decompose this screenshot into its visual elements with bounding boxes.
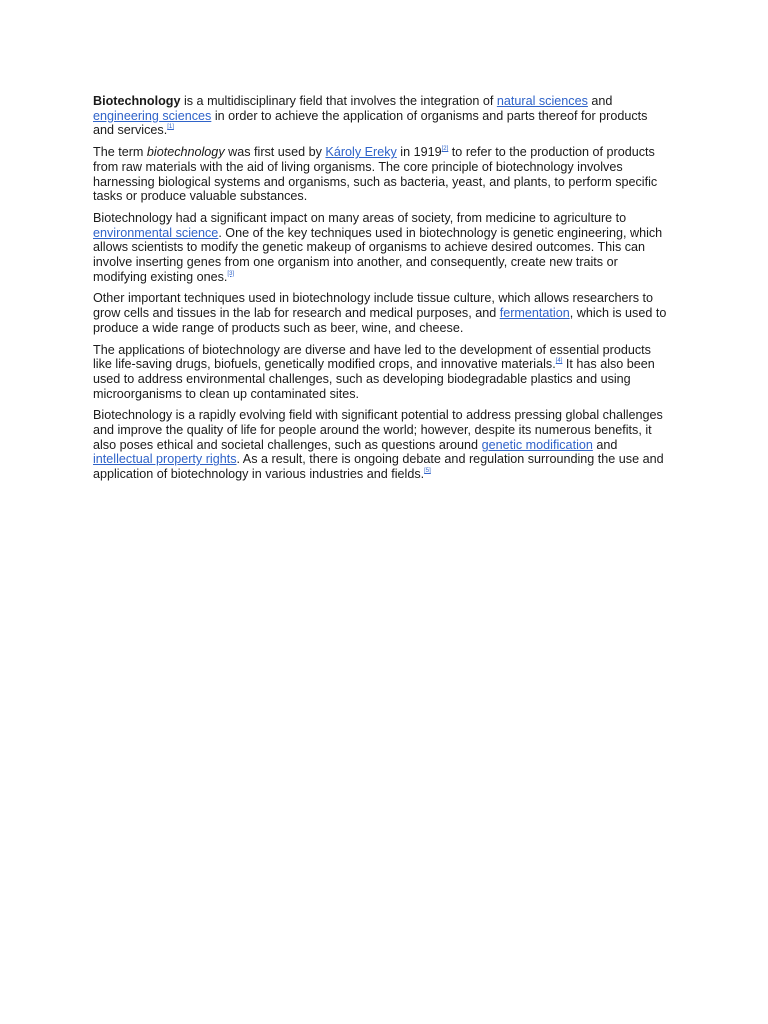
paragraph-intro — [93, 94, 668, 138]
link-intellectual-property-rights[interactable]: intellectual property rights — [93, 452, 237, 467]
paragraph-text: was first used by — [224, 145, 326, 160]
citation-5-link[interactable]: [5] — [424, 468, 431, 475]
citation-4-link[interactable]: [4] — [555, 358, 563, 365]
paragraph-text: and — [587, 94, 613, 108]
paragraph-text: The term — [93, 145, 147, 160]
paragraph-evolving — [93, 408, 668, 482]
link-environmental-science[interactable]: environmental science — [93, 225, 219, 240]
paragraph-text: Biotechnology is a rapidly evolving field with significant potential to address pressing global challenges and improve the quality of life for people around the world; however, despite its numerous benefits, it also poses ethical and societal challenges, such as questions around — [93, 408, 663, 452]
paragraph-text: The applications of biotechnology are diverse and have led to the development of essential products like life-saving drugs, biofuels, genetically modified crops, and innovative materials. — [93, 342, 651, 372]
paragraph-applications — [93, 343, 668, 402]
link-genetic-modification[interactable]: genetic modification — [481, 437, 593, 452]
paragraph-text: . As a result, there is ongoing debate and regulation surrounding the use and application of biotechnology in various industries and fields. — [93, 452, 664, 482]
term-biotechnology: Biotechnology — [93, 94, 181, 108]
citation-1 — [167, 124, 174, 130]
paragraph-text: Biotechnology had a significant impact on many areas of society, from medicine to agriculture to — [93, 210, 627, 225]
paragraph-text: , which is used to produce a wide range of products such as beer, wine, and cheese. — [93, 306, 667, 335]
paragraph-text: . One of the key techniques used in biotechnology is genetic engineering, which allows scientists to modify the genetic makeup of organisms to achieve desired outcomes. This can involve inserting genes from one organism into another, and consequently, create new traits or modifying existing ones. — [93, 225, 663, 284]
link-natural-sciences[interactable]: natural sciences — [496, 94, 588, 108]
link-karoly-ereky[interactable]: Károly Ereky — [325, 145, 397, 160]
citation-5 — [424, 468, 431, 474]
paragraph-text: It has also been used to address environmental challenges, such as developing biodegradable plastics and using microorganisms to clean up contaminated sites. — [93, 357, 655, 401]
paragraph-impact — [93, 211, 668, 285]
link-fermentation[interactable]: fermentation — [499, 306, 570, 321]
paragraph-term — [93, 145, 668, 204]
paragraph-text: to refer to the production of products from raw materials with the aid of living organisms. The core principle of biotechnology involves harnessing biological systems and organisms, such as bacteria, yeast, and plants, to perform specific tasks or produce valuable substances. — [93, 145, 658, 204]
paragraph-text: in 1919 — [396, 145, 442, 160]
term-biotechnology-italic: biotechnology — [146, 145, 225, 160]
paragraph-text: Other important techniques used in biotechnology include tissue culture, which allows researchers to grow cells and tissues in the lab for research and medical purposes, and — [93, 291, 654, 321]
paragraph-text: and — [592, 437, 618, 452]
citation-1-link[interactable]: [1] — [167, 124, 174, 131]
citation-2-link[interactable]: [2] — [441, 146, 449, 153]
paragraph-techniques — [93, 291, 668, 335]
paragraph-text: is a multidisciplinary field that involves the integration of — [180, 94, 497, 108]
article-body — [93, 94, 668, 489]
link-engineering-sciences[interactable]: engineering sciences — [93, 108, 212, 123]
citation-3-link[interactable]: [3] — [227, 270, 235, 277]
citation-3 — [227, 271, 234, 277]
paragraph-text: in order to achieve the application of organisms and parts thereof for products and services. — [93, 108, 648, 138]
